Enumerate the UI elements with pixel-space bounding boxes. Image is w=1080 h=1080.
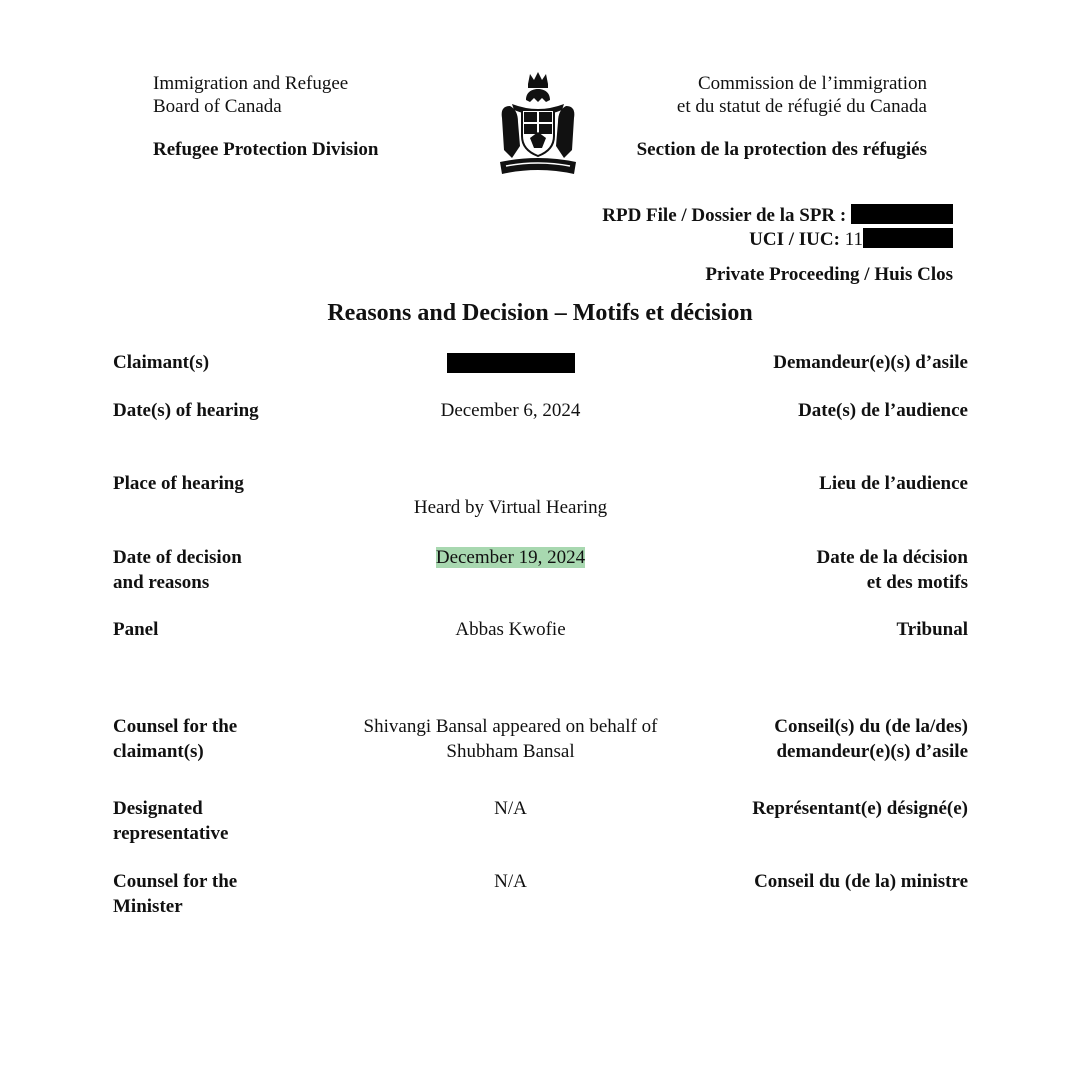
page-title: Reasons and Decision – Motifs et décision: [327, 300, 753, 326]
counsel-value-line1: Shivangi Bansal appeared on behalf of: [363, 716, 658, 737]
uci-redaction: [863, 228, 953, 248]
org-name-fr-line2: et du statut de réfugié du Canada: [676, 96, 927, 117]
designated-label-fr: Représentant(e) désigné(e): [752, 798, 968, 819]
counsel-label-en-line2: claimant(s): [113, 741, 204, 762]
org-name-en-line1: Immigration and Refugee: [153, 73, 349, 94]
designated-label-en-line1: Designated: [113, 798, 203, 819]
counsel-value-line2: Shubham Bansal: [446, 741, 575, 762]
rpd-file-redaction: [851, 204, 953, 224]
canada-coat-of-arms-icon: [496, 70, 580, 178]
hearing-date-label-en: Date(s) of hearing: [113, 400, 259, 421]
claimant-label-en: Claimant(s): [113, 352, 210, 373]
designated-label-en-line2: representative: [113, 823, 229, 844]
place-label-fr: Lieu de l’audience: [819, 473, 968, 494]
panel-label-fr: Tribunal: [896, 619, 968, 640]
claimant-label-fr: Demandeur(e)(s) d’asile: [773, 352, 968, 373]
claimant-redaction: [447, 353, 575, 373]
hearing-date-label-fr: Date(s) de l’audience: [798, 400, 968, 421]
decision-date-label-fr: [688, 545, 968, 595]
division-name-fr: Section de la protection des réfugiés: [636, 139, 927, 160]
place-row: [113, 471, 968, 521]
minister-label-en: [113, 869, 313, 919]
decision-date-label-fr-line2: et des motifs: [866, 572, 968, 593]
division-name-en: Refugee Protection Division: [153, 139, 379, 160]
uci-line: [602, 228, 953, 252]
decision-date-label-en-line2: and reasons: [113, 572, 210, 593]
file-reference-block: [602, 204, 953, 287]
place-value: Heard by Virtual Hearing: [413, 497, 608, 518]
decision-date-value: December 19, 2024: [435, 547, 586, 568]
org-name-fr-line1: Commission de l’immigration: [697, 73, 927, 94]
designated-label-en: [113, 796, 313, 846]
counsel-label-fr-line1: Conseil(s) du (de la/des): [774, 716, 968, 737]
place-label-en: Place of hearing: [113, 473, 244, 494]
uci-prefix: 11: [844, 229, 863, 250]
panel-label-en: Panel: [113, 619, 159, 640]
minister-value: N/A: [494, 871, 527, 892]
minister-label-en-line1: Counsel for the: [113, 871, 238, 892]
panel-value: Abbas Kwofie: [455, 619, 566, 640]
counsel-label-fr-line2: demandeur(e)(s) d’asile: [776, 741, 968, 762]
counsel-label-fr: [648, 714, 968, 764]
counsel-label-en: [113, 714, 313, 764]
org-name-en-line2: Board of Canada: [153, 96, 282, 117]
designated-value: N/A: [494, 798, 527, 819]
claimant-value: [323, 350, 698, 375]
decision-date-value-wrap: [323, 545, 698, 570]
decision-date-label-en-line1: Date of decision: [113, 547, 242, 568]
decision-date-label-fr-line1: Date de la décision: [816, 547, 968, 568]
counsel-value: [323, 714, 698, 764]
header-right-block: [587, 72, 927, 161]
hearing-date-value: December 6, 2024: [440, 400, 581, 421]
rpd-file-line: [602, 204, 953, 228]
header-left-block: [153, 72, 453, 161]
rpd-file-label: RPD File / Dossier de la SPR :: [602, 205, 847, 226]
counsel-label-en-line1: Counsel for the: [113, 716, 238, 737]
decision-date-label-en: [113, 545, 313, 595]
proceeding-type: Private Proceeding / Huis Clos: [705, 264, 953, 285]
uci-label: UCI / IUC:: [749, 229, 840, 250]
minister-label-en-line2: Minister: [113, 896, 183, 917]
minister-label-fr: Conseil du (de la) ministre: [754, 871, 968, 892]
